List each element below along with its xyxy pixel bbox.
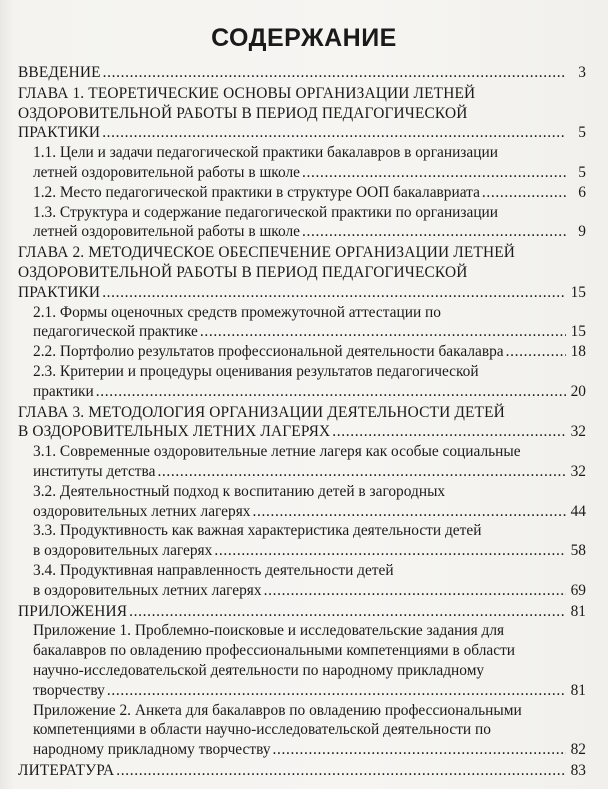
toc-entry-text: летней оздоровительной работы в школе (33, 223, 301, 241)
toc-entry-text: ПРАКТИКИ (18, 124, 101, 142)
toc-page-number: 58 (570, 542, 586, 560)
dot-leader (96, 382, 566, 402)
toc-page-number: 83 (570, 761, 586, 779)
toc-entry-leader-line (33, 183, 586, 203)
toc-entry-text: 2.2. Портфолио результатов профессиональной деятельности бакалавра (33, 343, 504, 361)
toc-entry-text: летней оздоровительной работы в школе (33, 163, 301, 181)
toc-entry-leader-line (33, 581, 586, 601)
toc-section-entry (18, 203, 586, 243)
toc-entry-text: ПРИЛОЖЕНИЯ (18, 602, 128, 620)
toc-page-number: 32 (570, 462, 586, 480)
toc-entry-leader-line (18, 602, 586, 622)
dot-leader (264, 581, 566, 601)
dot-leader (102, 283, 566, 303)
toc-entry-text-line: Приложение 1. Проблемно-поисковые и исследовательские задания для (33, 622, 505, 640)
toc-entry-leader-line (33, 382, 586, 402)
toc-section-entry (18, 362, 586, 402)
toc-entry-text-line: компетенциями в области научно-исследовательской деятельности по (33, 721, 491, 739)
toc-page-number: 82 (570, 741, 586, 759)
toc-entry-text: практики (33, 382, 94, 400)
toc-entry-leader-line (18, 761, 586, 781)
toc-section-entry (18, 521, 586, 561)
toc-entry-text-line: научно-исследовательской деятельности по народному прикладному (33, 661, 485, 679)
toc-entry-text: педагогической практике (33, 323, 198, 341)
toc-entry-text-line: Приложение 2. Анкета для бакалавров по овладению профессиональными (33, 701, 522, 719)
toc-entry-text-line: ГЛАВА 3. МЕТОДОЛОГИЯ ОРГАНИЗАЦИИ ДЕЯТЕЛЬНОСТИ ДЕТЕЙ (18, 403, 505, 421)
toc-entry-leader-line (18, 283, 586, 303)
toc-entry-leader-line (33, 740, 586, 760)
toc-entry-text: творчеству (33, 681, 105, 699)
table-of-contents (18, 62, 586, 781)
toc-section-entry (18, 303, 586, 343)
dot-leader (302, 222, 566, 242)
toc-entry-text-line: ГЛАВА 1. ТЕОРЕТИЧЕСКИЕ ОСНОВЫ ОРГАНИЗАЦИИ ЛЕТНЕЙ (18, 84, 476, 102)
toc-page-number: 18 (570, 343, 586, 361)
toc-page-number: 69 (570, 581, 586, 599)
toc-page-number: 15 (570, 323, 586, 341)
toc-section-entry (18, 143, 586, 183)
toc-section-entry (18, 183, 586, 203)
toc-section-entry (18, 482, 586, 522)
toc-chapter-entry (18, 761, 586, 781)
toc-entry-text-line: 3.1. Современные оздоровительные летние лагеря как особые социальные (33, 443, 521, 461)
toc-entry-text: 1.2. Место педагогической практики в структуре ООП бакалавриата (33, 183, 480, 201)
toc-page-number: 5 (578, 163, 586, 181)
toc-section-entry (18, 442, 586, 482)
toc-entry-text-line: 3.3. Продуктивность как важная характеристика деятельности детей (33, 522, 482, 540)
toc-entry-text-line: 1.3. Структура и содержание педагогической практики по организации (33, 203, 499, 221)
dot-leader (506, 342, 566, 362)
toc-entry-text-line: 3.4. Продуктивная направленность деятельности детей (33, 561, 394, 579)
toc-section-entry (18, 561, 586, 601)
dot-leader (252, 502, 566, 522)
toc-entry-text: в оздоровительных летних лагерях (33, 581, 262, 599)
toc-entry-leader-line (33, 541, 586, 561)
toc-page-number: 81 (570, 602, 586, 620)
dot-leader (157, 462, 566, 482)
toc-entry-leader-line (18, 123, 586, 143)
toc-entry-text: В ОЗДОРОВИТЕЛЬНЫХ ЛЕТНИХ ЛАГЕРЯХ (18, 423, 331, 441)
dot-leader (102, 123, 566, 143)
toc-entry-text-line: ОЗДОРОВИТЕЛЬНОЙ РАБОТЫ В ПЕРИОД ПЕДАГОГИЧЕСКОЙ (18, 263, 468, 281)
toc-page-number: 9 (578, 223, 586, 241)
toc-page-number: 81 (570, 681, 586, 699)
toc-entry-leader-line (33, 322, 586, 342)
toc-entry-text-line: бакалавров по овладению профессиональными компетенциями в области (33, 642, 516, 660)
dot-leader (129, 602, 566, 622)
dot-leader (302, 163, 566, 183)
toc-chapter-entry (18, 602, 586, 622)
toc-page-number: 32 (570, 423, 586, 441)
toc-entry-leader-line (33, 502, 586, 522)
dot-leader (214, 541, 566, 561)
dot-leader (482, 183, 566, 203)
toc-entry-leader-line (33, 222, 586, 242)
toc-entry-leader-line (33, 163, 586, 183)
toc-entry-text: народному прикладному творчеству (33, 741, 271, 759)
toc-entry-leader-line (18, 422, 586, 442)
toc-entry-text-line: 2.3. Критерии и процедуры оценивания результатов педагогической (33, 362, 479, 380)
toc-entry-text: институты детства (33, 462, 156, 480)
dot-leader (332, 422, 566, 442)
toc-page-number: 5 (578, 124, 586, 142)
dot-leader (200, 322, 566, 342)
toc-entry-text-line: ОЗДОРОВИТЕЛЬНОЙ РАБОТЫ В ПЕРИОД ПЕДАГОГИЧЕСКОЙ (18, 104, 468, 122)
toc-page-number: 44 (570, 502, 586, 520)
toc-chapter-entry (18, 84, 586, 143)
toc-entry-text-line: 1.1. Цели и задачи педагогической практики бакалавров в организации (33, 144, 498, 162)
dot-leader (273, 740, 566, 760)
toc-entry-text-line: 2.1. Формы оценочных средств промежуточной аттестации по (33, 303, 441, 321)
toc-page-number: 3 (578, 64, 586, 81)
toc-page-number: 15 (570, 283, 586, 301)
toc-entry-leader-line (18, 63, 586, 83)
toc-entry-leader-line (33, 681, 586, 701)
toc-entry-text: оздоровительных летних лагерях (33, 502, 251, 520)
toc-page-number: 6 (578, 183, 586, 201)
toc-section-entry (18, 621, 586, 700)
toc-entry-text-line: 3.2. Деятельностный подход к воспитанию детей в загородных (33, 482, 446, 500)
toc-section-entry (18, 701, 586, 760)
toc-entry-text: ВВЕДЕНИЕ (18, 64, 101, 81)
toc-entry-text: в оздоровительных лагерях (33, 542, 213, 560)
toc-section-entry (18, 342, 586, 362)
dot-leader (107, 681, 566, 701)
page-title: СОДЕРЖАНИЕ (211, 24, 397, 52)
dot-leader (103, 63, 566, 83)
toc-entry-text: ПРАКТИКИ (18, 283, 101, 301)
toc-page-number: 20 (570, 382, 586, 400)
toc-chapter-entry (18, 243, 586, 302)
toc-entry-text: ЛИТЕРАТУРА (18, 761, 115, 779)
toc-entry-leader-line (33, 342, 586, 362)
toc-chapter-entry (18, 63, 586, 83)
toc-chapter-entry (18, 403, 586, 443)
toc-entry-text-line: ГЛАВА 2. МЕТОДИЧЕСКОЕ ОБЕСПЕЧЕНИЕ ОРГАНИЗАЦИИ ЛЕТНЕЙ (18, 244, 516, 262)
toc-entry-leader-line (33, 462, 586, 482)
dot-leader (116, 761, 566, 781)
